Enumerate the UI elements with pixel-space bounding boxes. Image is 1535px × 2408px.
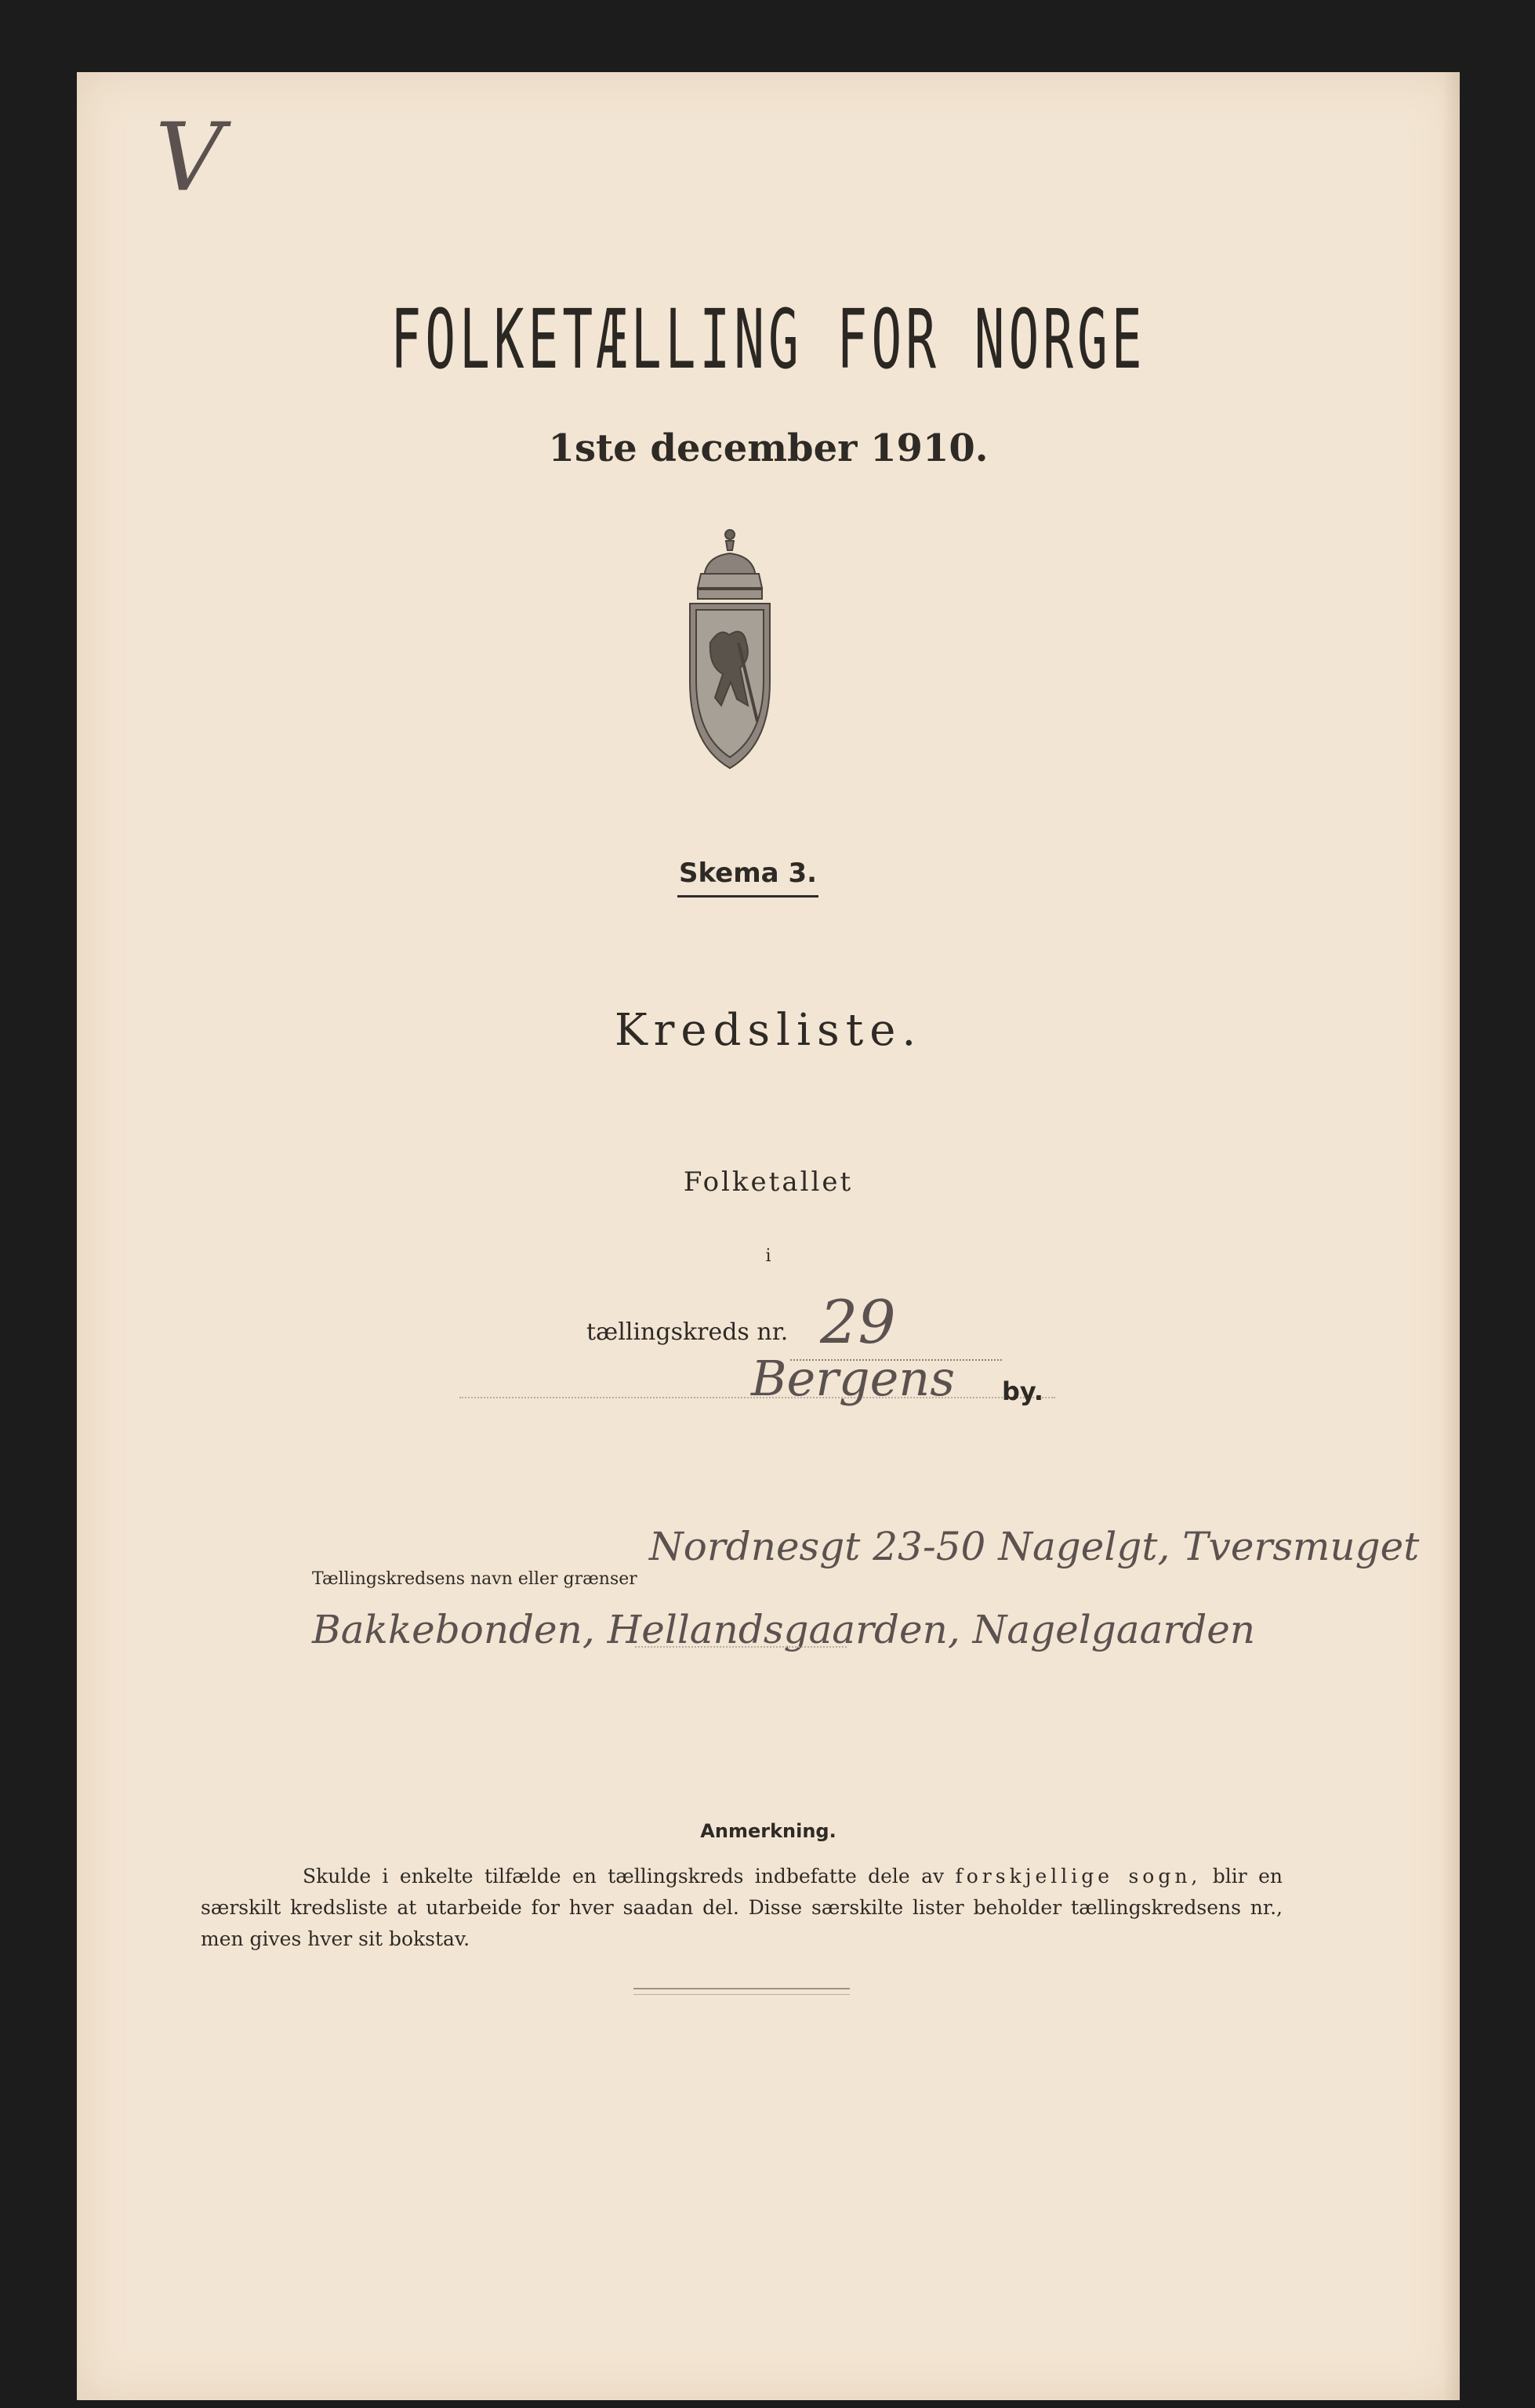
list-heading: Kredsliste. [614,1005,923,1056]
district-boundaries-line-1: Nordnesgt 23-50 Nagelgt, Tversmuget [649,1524,1420,1569]
document-title: FOLKETÆLLING FOR NORGE [390,292,1146,387]
closing-rule-thin [633,1994,850,1995]
city-suffix: by. [1002,1376,1043,1406]
district-number-value: 29 [820,1287,896,1357]
norway-coat-of-arms-icon [680,525,779,807]
remark-emphasis: forskjellige sogn, [955,1865,1202,1888]
boundaries-rule [635,1646,847,1648]
city-name-value: Bergens [751,1350,956,1407]
connector-word: i [765,1246,771,1266]
district-boundaries-line-2: Bakkebonden, Hellandsgaarden, Nagelgaarden [312,1607,1256,1652]
district-boundaries-label: Tællingskredsens navn eller grænser [312,1569,637,1589]
remark-text-part-1: Skulde i enkelte tilfælde en tællingskreds indbefatte dele av [303,1865,956,1888]
population-subheading: Folketallet [683,1166,854,1198]
district-number-label: tællingskreds nr. [586,1318,789,1346]
pencil-check-mark: V [155,103,223,212]
page-edge-shadow [1442,72,1460,2400]
remark-title: Anmerkning. [700,1820,836,1842]
census-date: 1ste december 1910. [548,426,989,470]
remark-text-part-2: blir en særskilt kredsliste at utarbeide for hver saadan del. Disse særskilte lister beholder tællingskredsens nr., men gives hver sit bokstav. [201,1865,1283,1950]
closing-rule [633,1988,850,1989]
form-number: Skema 3. [677,858,818,898]
census-form-page [77,72,1460,2400]
remark-body [201,1861,1283,1955]
remark-paragraph [201,1861,1283,1955]
